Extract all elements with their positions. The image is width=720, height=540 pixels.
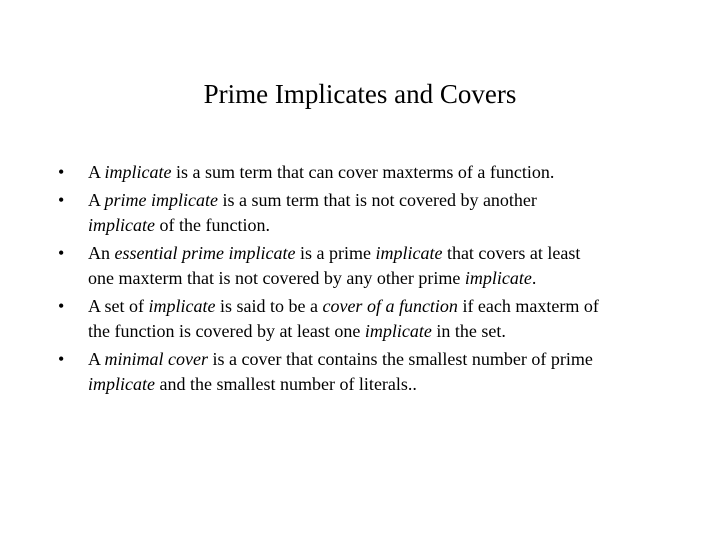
bullet-line bbox=[88, 319, 678, 344]
bullet-list bbox=[58, 160, 678, 400]
bullet-text: the function is covered by at least one bbox=[88, 321, 365, 341]
bullet-text: and the smallest number of literals.. bbox=[154, 374, 417, 394]
bullet-line bbox=[88, 347, 678, 372]
bullet-item bbox=[58, 241, 678, 291]
bullet-text: is a sum term that is not covered by another bbox=[218, 190, 537, 210]
bullet-text: A bbox=[88, 349, 105, 369]
bullet-text: if each maxterm of bbox=[457, 296, 599, 316]
bullet-text: one maxterm that is not covered by any other prime bbox=[88, 268, 465, 288]
bullet-text: is a prime bbox=[295, 243, 376, 263]
bullet-text: . bbox=[531, 268, 537, 288]
bullet-text: An bbox=[88, 243, 115, 263]
bullet-text: in the set. bbox=[431, 321, 506, 341]
bullet-marker: • bbox=[58, 296, 65, 316]
bullet-text: A bbox=[88, 162, 105, 182]
bullet-marker: • bbox=[58, 243, 65, 263]
bullet-line bbox=[88, 294, 678, 319]
bullet-marker: • bbox=[58, 349, 65, 369]
bullet-text: A bbox=[88, 190, 105, 210]
emphasized-term: implicate bbox=[375, 243, 443, 263]
bullet-text: is said to be a bbox=[215, 296, 323, 316]
bullet-item bbox=[58, 160, 678, 185]
bullet-text: is a cover that contains the smallest number of prime bbox=[208, 349, 593, 369]
bullet-marker: • bbox=[58, 190, 65, 210]
emphasized-term: implicate bbox=[148, 296, 216, 316]
emphasized-term: cover of a function bbox=[322, 296, 458, 316]
emphasized-term: implicate bbox=[88, 374, 155, 394]
slide-title: Prime Implicates and Covers bbox=[203, 79, 517, 109]
bullet-text: of the function. bbox=[154, 215, 270, 235]
bullet-line bbox=[88, 266, 678, 291]
bullet-marker: • bbox=[58, 162, 65, 182]
bullet-line bbox=[88, 213, 678, 238]
bullet-line bbox=[88, 372, 678, 397]
emphasized-term: implicate bbox=[104, 162, 172, 182]
bullet-text: that covers at least bbox=[442, 243, 581, 263]
bullet-item bbox=[58, 347, 678, 397]
bullet-line bbox=[88, 241, 678, 266]
bullet-line bbox=[88, 188, 678, 213]
bullet-line bbox=[88, 160, 678, 185]
bullet-text: is a sum term that can cover maxterms of a function. bbox=[171, 162, 555, 182]
bullet-item bbox=[58, 188, 678, 238]
emphasized-term: essential prime implicate bbox=[114, 243, 296, 263]
bullet-item bbox=[58, 294, 678, 344]
bullet-text: A set of bbox=[88, 296, 149, 316]
emphasized-term: implicate bbox=[88, 215, 155, 235]
emphasized-term: implicate bbox=[364, 321, 432, 341]
emphasized-term: prime implicate bbox=[104, 190, 218, 210]
emphasized-term: minimal cover bbox=[104, 349, 208, 369]
emphasized-term: implicate bbox=[464, 268, 532, 288]
